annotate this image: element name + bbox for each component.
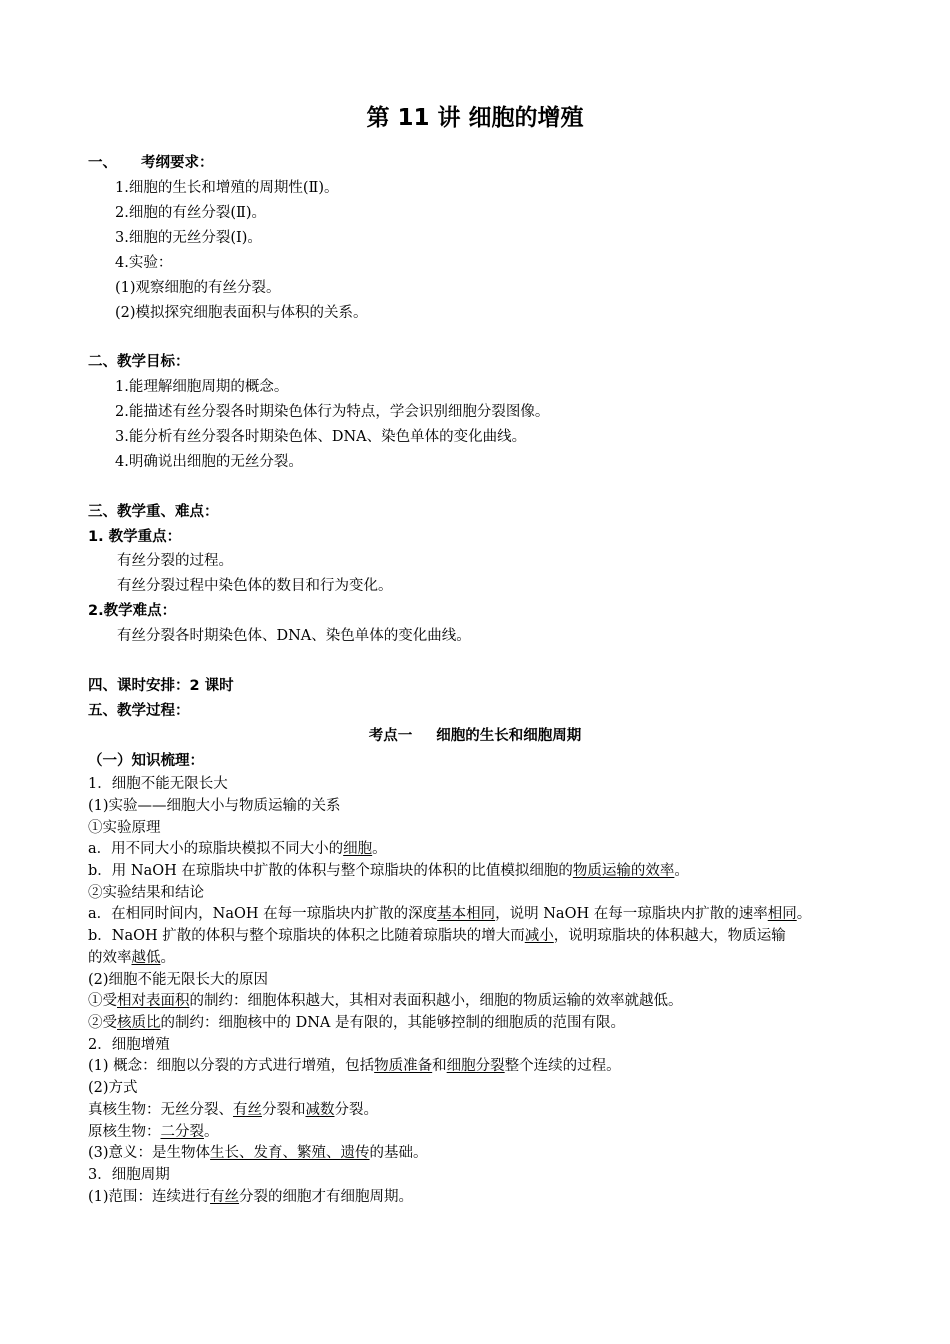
body-line-14: (1) 概念：细胞以分裂的方式进行增殖，包括物质准备和细胞分裂整个连续的过程。 — [88, 1058, 621, 1074]
underlined-answer: 细胞 — [343, 841, 373, 857]
body-line-11: ①受相对表面积的制约：细胞体积越大，其相对表面积越小，细胞的物质运输的效率就越低。 — [88, 993, 683, 1009]
body-line-1: 1．细胞不能无限长大 — [88, 776, 228, 792]
objective-1: 1.能理解细胞周期的概念。 — [115, 379, 289, 395]
syllabus-item-1: 1.细胞的生长和增殖的周期性(Ⅱ)。 — [115, 180, 339, 196]
section-1-heading — [88, 152, 214, 174]
objective-3: 3.能分析有丝分裂各时期染色体、DNA、染色单体的变化曲线。 — [115, 429, 527, 445]
exam-point-label: 考点一 — [368, 728, 413, 744]
underlined-answer: 二分裂 — [160, 1124, 204, 1140]
body-line-15: (2)方式 — [88, 1080, 138, 1096]
body-line-13: 2．细胞增殖 — [88, 1037, 170, 1053]
syllabus-item-4-1: (1)观察细胞的有丝分裂。 — [115, 280, 281, 296]
key-points-heading: 1. 教学重点： — [88, 529, 182, 545]
knowledge-review-heading: （一）知识梳理： — [88, 753, 204, 769]
body-line-7: a．在相同时间内，NaOH 在每一琼脂块内扩散的深度基本相同，说明 NaOH 在每一琼脂块内扩散的速率相同。 — [88, 906, 812, 922]
underlined-answer: 物质运输的效率 — [572, 863, 675, 879]
underlined-answer: 有丝 — [210, 1189, 240, 1205]
underlined-answer: 基本相同 — [437, 906, 496, 922]
syllabus-item-4-2: (2)模拟探究细胞表面积与体积的关系。 — [115, 305, 368, 321]
objective-4: 4.明确说出细胞的无丝分裂。 — [115, 454, 303, 470]
section-4-heading: 四、课时安排：2 课时 — [88, 678, 234, 694]
body-line-19: 3．细胞周期 — [88, 1167, 170, 1183]
body-line-16: 真核生物：无丝分裂、有丝分裂和减数分裂。 — [88, 1102, 378, 1118]
body-line-12: ②受核质比的制约：细胞核中的 DNA 是有限的，其能够控制的细胞质的范围有限。 — [88, 1015, 626, 1031]
body-line-20: (1)范围：连续进行有丝分裂的细胞才有细胞周期。 — [88, 1189, 414, 1205]
page-title: 第 11 讲 细胞的增殖 — [366, 105, 584, 131]
body-line-3: ①实验原理 — [88, 820, 161, 836]
key-point-1: 有丝分裂的过程。 — [117, 553, 233, 569]
underlined-answer: 有丝 — [233, 1102, 262, 1118]
exam-point-heading — [0, 725, 950, 747]
body-line-4: a．用不同大小的琼脂块模拟不同大小的细胞。 — [88, 841, 387, 857]
body-line-9: 的效率越低。 — [88, 950, 175, 966]
exam-point-title: 细胞的生长和细胞周期 — [436, 728, 582, 744]
underlined-answer: 核质比 — [117, 1015, 161, 1031]
body-line-10: (2)细胞不能无限长大的原因 — [88, 972, 269, 988]
section-3-heading: 三、教学重、难点： — [88, 504, 219, 520]
section-1-number: 一、 — [88, 155, 117, 171]
section-2-heading: 二、教学目标： — [88, 354, 190, 370]
underlined-answer: 细胞分裂 — [446, 1058, 505, 1074]
underlined-answer: 越低 — [131, 950, 161, 966]
body-line-6: ②实验结果和结论 — [88, 885, 204, 901]
body-line-18: (3)意义：是生物体生长、发育、繁殖、遗传的基础。 — [88, 1145, 428, 1161]
key-point-2: 有丝分裂过程中染色体的数目和行为变化。 — [117, 578, 393, 594]
section-1-title: 考纲要求： — [141, 155, 214, 171]
difficult-points-heading: 2.教学难点： — [88, 603, 177, 619]
underlined-answer: 减数 — [305, 1102, 335, 1118]
difficult-point-1: 有丝分裂各时期染色体、DNA、染色单体的变化曲线。 — [117, 628, 471, 644]
body-line-2: (1)实验——细胞大小与物质运输的关系 — [88, 798, 341, 814]
underlined-answer: 生长、发育、繁殖、遗传 — [210, 1145, 370, 1161]
body-line-5: b．用 NaOH 在琼脂块中扩散的体积与整个琼脂块的体积的比值模拟细胞的物质运输的效率。 — [88, 863, 689, 879]
underlined-answer: 相同 — [767, 906, 797, 922]
underlined-answer: 相对表面积 — [117, 993, 190, 1009]
syllabus-item-3: 3.细胞的无丝分裂(Ⅰ)。 — [115, 230, 262, 246]
section-5-heading: 五、教学过程： — [88, 703, 190, 719]
syllabus-item-4: 4.实验： — [115, 255, 173, 271]
body-line-8: b．NaOH 扩散的体积与整个琼脂块的体积之比随着琼脂块的增大而减小，说明琼脂块的体积越大，物质运输 — [88, 928, 786, 944]
underlined-answer: 物质准备 — [374, 1058, 433, 1074]
body-line-17: 原核生物：二分裂。 — [88, 1124, 219, 1140]
objective-2: 2.能描述有丝分裂各时期染色体行为特点，学会识别细胞分裂图像。 — [115, 404, 550, 420]
syllabus-item-2: 2.细胞的有丝分裂(Ⅱ)。 — [115, 205, 267, 221]
underlined-answer: 减小 — [524, 928, 554, 944]
